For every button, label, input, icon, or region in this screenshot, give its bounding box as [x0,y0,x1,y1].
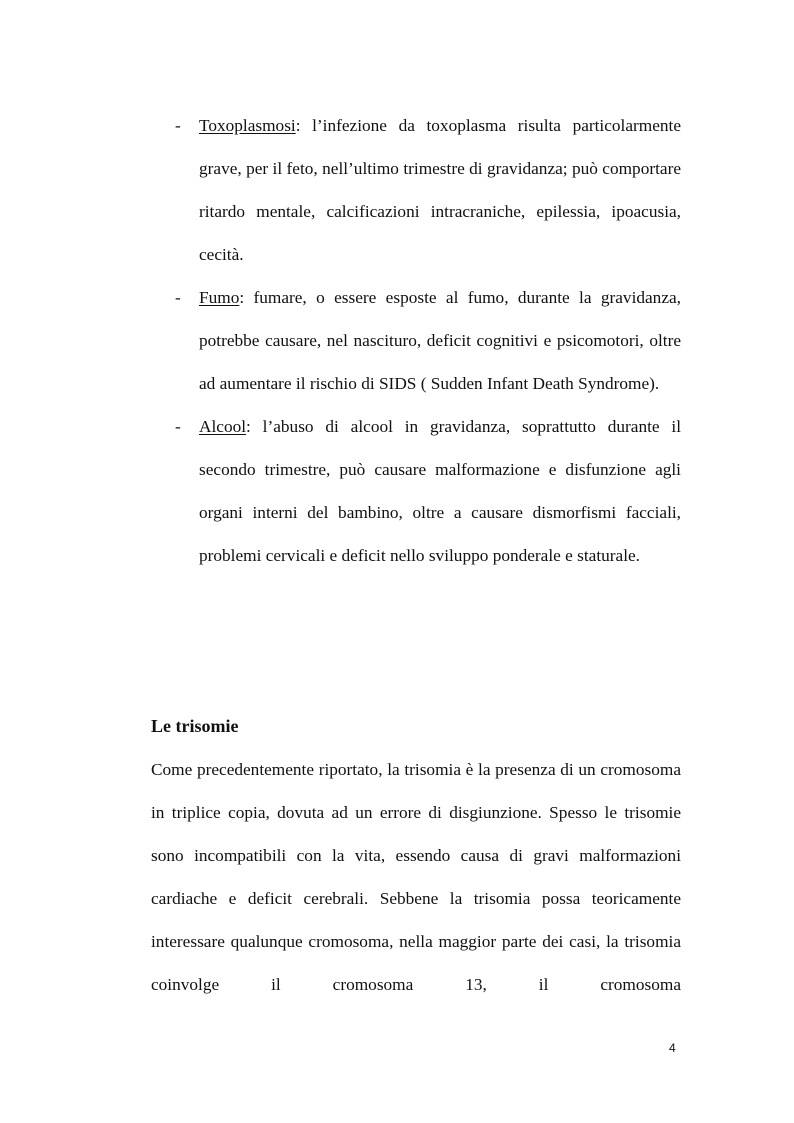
bullet-dash: - [175,417,181,436]
item-text: : fumare, o essere esposte al fumo, durante la gravidanza, potrebbe causare, nel nascituro, deficit cognitivi e psicomotori, oltre ad aumentare il rischio di SIDS ( Sudden Infant Death Syndrome). [199,288,681,393]
term-fumo: Fumo [199,288,240,307]
bullet-dash: - [175,116,181,135]
item-text: : l’abuso di alcool in gravidanza, soprattutto durante il secondo trimestre, può causare malformazione e disfunzione agli organi interni del bambino, oltre a causare dismorfismi facciali, problemi cervicali e deficit nello sviluppo ponderale e staturale. [199,417,681,565]
bullet-dash: - [175,288,181,307]
term-alcool: Alcool [199,417,247,436]
list-item-fumo [175,276,681,405]
list-item-alcool [175,405,681,577]
page-number: 4 [669,1041,676,1055]
item-text: : l’infezione da toxoplasma risulta particolarmente grave, per il feto, nell’ultimo trimestre di gravidanza; può comportare ritardo mentale, calcificazioni intracraniche, epilessia, ipoacusia, cecità. [199,116,681,264]
section-heading: Le trisomie [151,716,239,736]
list-item-toxoplasmosi [175,104,681,276]
risk-factor-list [175,104,681,577]
body-paragraph: Come precedentemente riportato, la trisomia è la presenza di un cromosoma in triplice copia, dovuta ad un errore di disgiunzione. Spesso le trisomie sono incompatibili con la vita, essendo causa di gravi malformazioni cardiache e deficit cerebrali. Sebbene la trisomia possa teoricamente interessare qualunque cromosoma, nella maggior parte dei casi, la trisomia coinvolge il cromosoma 13, il cromosoma [151,760,681,994]
term-toxoplasmosi: Toxoplasmosi [199,116,296,135]
